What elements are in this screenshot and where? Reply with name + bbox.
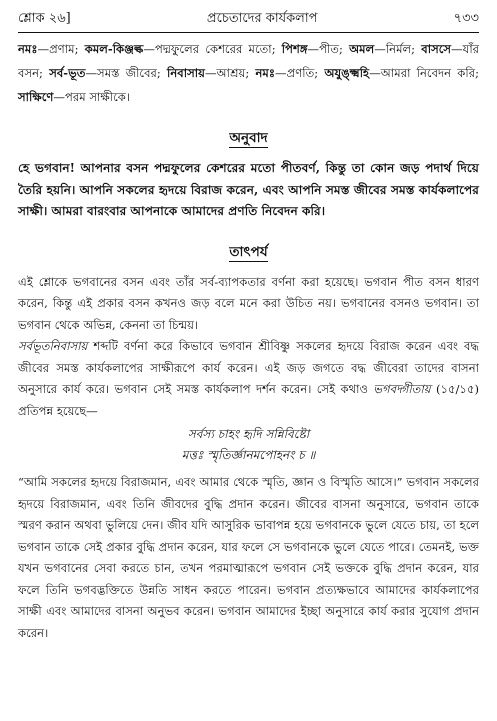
book-title: ভগবদ্গীতায় (373, 382, 431, 396)
synonym-meaning: প্রণাম (49, 42, 75, 56)
synonym-meaning: সমস্ত জীবের (97, 66, 157, 80)
synonym-term: নমঃ (255, 66, 276, 80)
synonym-term: বাসসে (421, 42, 452, 56)
header-verse-ref: শ্লোক ২৬] (18, 11, 71, 26)
synonym-term: অযুঙ্ক্ষ্মহি (324, 66, 370, 80)
synonym-meaning: যাঁর বসন (18, 42, 480, 80)
synonym-term: পিশঙ্গ (281, 42, 308, 56)
synonym-meaning: আমরা নিবেদন করি (380, 66, 476, 80)
synonym-term: কমল-কিঞ্জল্ক (84, 42, 144, 56)
synonym-term: নমঃ (18, 42, 38, 56)
header-chapter-title: প্রচেতাদের কার্যকলাপ (206, 11, 318, 26)
synonym-term: সর্ব-ভূত (49, 66, 86, 80)
header-page-number: ৭৩৩ (453, 11, 479, 26)
synonym-term: অমল (349, 42, 375, 56)
book-page (18, 6, 479, 721)
synonym-meaning: নির্মল (385, 42, 412, 56)
synonym-meaning: পীত (319, 42, 340, 56)
synonym-meaning: পদ্মফুলের কেশরের মতো (154, 42, 272, 56)
synonym-term: সাক্ষিণে (18, 90, 54, 104)
purport-paragraph-1: এই শ্লোকে ভগবানের বসন এবং তাঁর সর্ব-ব্যাপকতার বর্ণনা করা হয়েছে। ভগবান পীত বসন ধারণ করেন, কিন্তু এই প্রকার বসন কখনও জড় বলে মনে করা উচিত নয়। ভগবানের বসনও ভগবান। তা ভগবান থেকে অভিন্ন, কেননা তা চিন্ময়। (18, 274, 479, 332)
quoted-verse (18, 424, 479, 466)
purport-paragraph-3: “আমি সকলের হৃদয়ে বিরাজমান, এবং আমার থেকে স্মৃতি, জ্ঞান ও বিস্মৃতি আসে।” ভগবান সকলের হৃদয়ে বিরাজমান, এবং তিনি জীবদের বুদ্ধি প্রদান করেন। জীবের বাসনা অনুসারে, ভগবান তাকে স্মরণ করান অথবা ভুলিয়ে দেন। জীব যদি আসুরিক ভাবাপন্ন হয়ে ভগবানকে ভুলে যেতে চায়, তা হলে ভগবান তাকে সেই প্রকার বুদ্ধি প্রদান করেন, যার ফলে সে ভগবানকে ভুলে যেতে পারে। তেমনই, ভক্ত যখন ভগবানের সেবা করতে চান, তখন পরমাত্মারূপে ভগবান সেই ভক্তকে বুদ্ধি প্রদান করেন, যার ফলে তিনি ভগবদ্ভক্তিতে উন্নতি সাধন করতে পারেন। ভগবান প্রত্যক্ষভাবে আমাদের কার্যকলাপের সাক্ষী এবং আমাদের বাসনা অনুভব করেন। ভগবান আমাদের ইচ্ছা অনুসারে কার্য করার সুযোগ প্রদান করেন। (18, 475, 479, 640)
verse-line: সর্বস্য চাহং হৃদি সন্নিবিষ্টো (187, 427, 310, 441)
purport-paragraph-2: সর্বভূতনিবাসায় শব্দটি বর্ণনা করে কিভাবে ভগবান শ্রীবিষ্ণু সকলের হৃদয়ে বিরাজ করেন এবং বদ্ধ জীবের সমস্ত কার্যকলাপের সাক্ষীরূপে কার্য করেন। এই জড় জগতে বদ্ধ জীবেরা তাদের বাসনা অনুসারে কার্য করে। ভগবান সেই সমস্ত কার্যকলাপ দর্শন করেন। সেই কথাও ভগবদ্গীতায় (১৫/১৫) প্রতিপন্ন হয়েছে— (18, 339, 479, 418)
purport-heading: তাৎপর্য (229, 243, 268, 260)
translation-heading: অনুবাদ (229, 130, 268, 146)
translation-text: হে ভগবান! আপনার বসন পদ্মফুলের কেশরের মতো পীতবর্ণ, কিন্তু তা কোন জড় পদার্থ দিয়ে তৈরি হয়নি। আপনি সকলের হৃদয়ে বিরাজ করেন, এবং আপনি সমস্ত জীবের সমস্ত কার্যকলাপের সাক্ষী। আমরা বারংবার আপনাকে আমাদের প্রণতি নিবেদন করি। (18, 161, 479, 218)
page-header (18, 6, 479, 32)
synonym-term: নিবাসায় (167, 66, 205, 80)
synonyms-paragraph: নমঃ—প্রণাম; কমল-কিঞ্জল্ক—পদ্মফুলের কেশরের মতো; পিশঙ্গ—পীত; অমল—নির্মল; বাসসে—যাঁর বসন; সর্ব-ভূত—সমস্ত জীবের; নিবাসায়—আশ্রয়; নমঃ—প্রণতি; অযুঙ্ক্ষ্মহি—আমরা নিবেদন করি; সাক্ষিণে—পরম সাক্ষীকে। (18, 42, 480, 104)
synonym-meaning: পরম সাক্ষীকে। (65, 90, 131, 104)
sanskrit-term: সর্বভূতনিবাসায় (18, 339, 88, 353)
verse-line: মত্তঃ স্মৃতির্জ্ঞানমপোহনং চ ॥ (181, 448, 316, 462)
synonym-meaning: আশ্রয় (216, 66, 246, 80)
header-rule (18, 32, 479, 33)
synonym-meaning: প্রণতি (286, 66, 315, 80)
